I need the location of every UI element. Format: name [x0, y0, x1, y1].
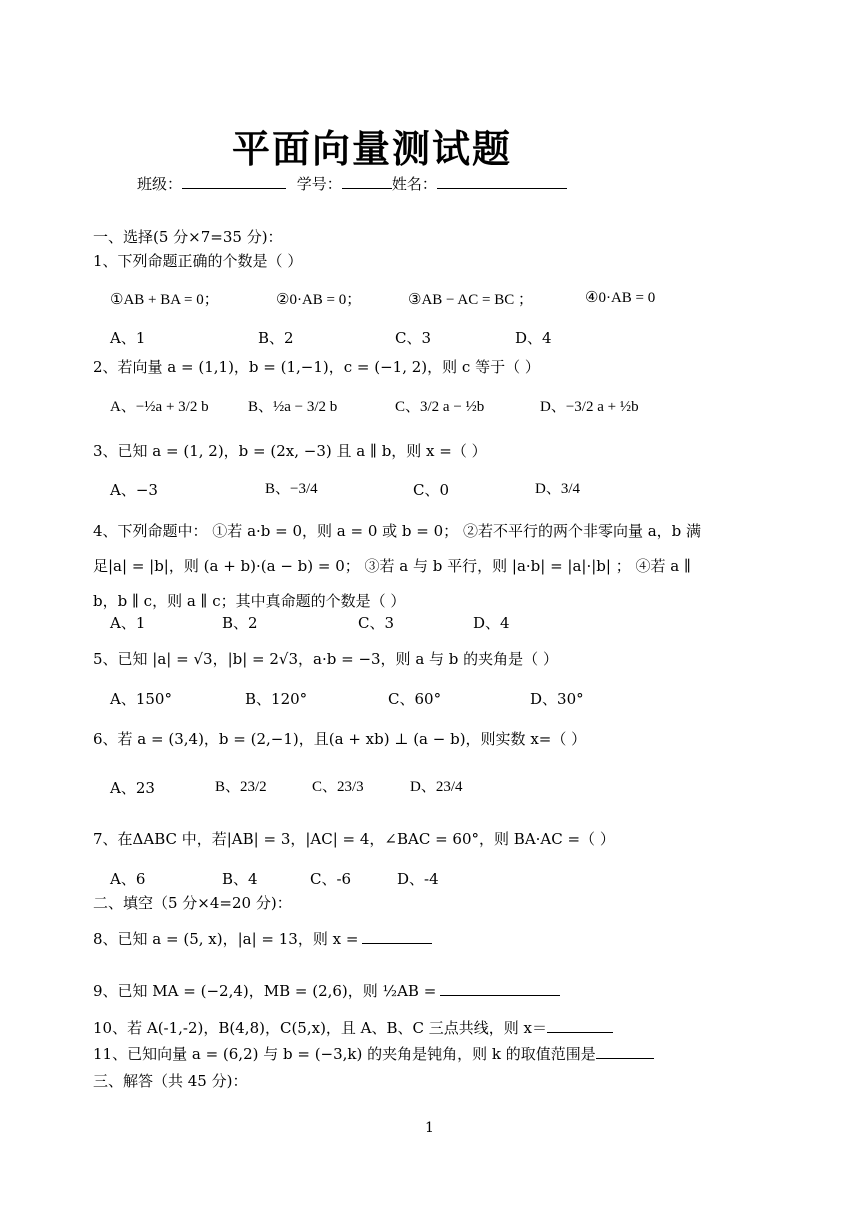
- q3-stem: 3、已知 a = (1, 2)，b = (2x, −3) 且 a ∥ b，则 x =（ ）: [93, 442, 487, 460]
- q6-option-d[interactable]: D、23/4: [410, 779, 463, 795]
- q7-option-d[interactable]: D、-4: [397, 870, 439, 888]
- q5-option-c[interactable]: C、60°: [388, 690, 442, 708]
- page-title: 平面向量测试题: [232, 127, 513, 171]
- q6-stem: 6、若 a = (3,4)，b = (2,−1)，且(a + xb) ⊥ (a − b)，则实数 x=（ ）: [93, 730, 587, 748]
- q4-option-b[interactable]: B、2: [222, 614, 258, 632]
- q2-option-a[interactable]: A、−½a + 3/2 b: [110, 399, 209, 415]
- q5-option-b[interactable]: B、120°: [245, 690, 308, 708]
- q1-option-c[interactable]: C、3: [395, 329, 432, 347]
- q4-option-d[interactable]: D、4: [473, 614, 510, 632]
- q4-option-c[interactable]: C、3: [358, 614, 395, 632]
- q5-option-d[interactable]: D、30°: [530, 690, 584, 708]
- q4-line-1: 4、下列命题中： ①若 a·b = 0，则 a = 0 或 b = 0； ②若不平行的两个非零向量 a，b 满: [93, 522, 702, 540]
- q2-stem: 2、若向量 a = (1,1)，b = (1,−1)，c = (−1, 2)，则 c 等于（ ）: [93, 358, 540, 376]
- student-info: [137, 173, 567, 194]
- q1-option-a[interactable]: A、1: [110, 329, 146, 347]
- class-label: 班级：: [137, 175, 183, 193]
- name-label: 姓名：: [391, 175, 437, 193]
- name-blank[interactable]: [437, 173, 567, 189]
- q6-option-c[interactable]: C、23/3: [312, 779, 364, 795]
- q4-line-2: 足|a| = |b|，则 (a + b)·(a − b) = 0； ③若 a 与 b 平行，则 |a·b| = |a|·|b| ； ④若 a ∥: [93, 557, 691, 575]
- q10: [93, 1017, 613, 1038]
- q4-line-3: b，b ∥ c，则 a ∥ c；其中真命题的个数是（ ）: [93, 592, 406, 610]
- q6-option-b[interactable]: B、23/2: [215, 779, 267, 795]
- q5-stem: 5、已知 |a| = √3，|b| = 2√3，a·b = −3，则 a 与 b 的夹角是（ ）: [93, 650, 558, 668]
- q1-option-d[interactable]: D、4: [515, 329, 552, 347]
- q8-answer-blank[interactable]: [362, 928, 432, 944]
- q9-stem: 9、已知 MA = (−2,4)，MB = (2,6)，则 ½AB =: [93, 982, 437, 1000]
- q3-option-b[interactable]: B、−3/4: [265, 481, 318, 497]
- q1-item-4: ④0·AB = 0: [585, 290, 656, 306]
- q3-option-d[interactable]: D、3/4: [535, 481, 581, 497]
- id-label: 学号：: [296, 175, 342, 193]
- q1-item-3: ③AB − AC = BC ；: [408, 292, 533, 308]
- section-choice: 一、选择(5 分×7=35 分)：: [93, 228, 283, 246]
- q2-option-b[interactable]: B、½a − 3/2 b: [248, 399, 338, 415]
- q7-option-a[interactable]: A、6: [110, 870, 146, 888]
- q1-stem: 1、下列命题正确的个数是（ ）: [93, 252, 303, 270]
- q7-option-b[interactable]: B、4: [222, 870, 258, 888]
- q11-answer-blank[interactable]: [596, 1043, 654, 1059]
- q3-option-a[interactable]: A、−3: [110, 481, 158, 499]
- section-fill: 二、填空（5 分×4=20 分)：: [93, 894, 292, 912]
- q9-answer-blank[interactable]: [440, 980, 560, 996]
- q9: [93, 980, 560, 1001]
- class-blank[interactable]: [182, 173, 286, 189]
- q4-option-a[interactable]: A、1: [110, 614, 146, 632]
- q1-item-1: ①AB + BA = 0；: [110, 292, 219, 308]
- q2-option-c[interactable]: C、3/2 a − ½b: [395, 399, 485, 415]
- q1-item-2: ②0·AB = 0；: [276, 292, 362, 308]
- q3-option-c[interactable]: C、0: [413, 481, 450, 499]
- id-blank[interactable]: [342, 173, 392, 189]
- q7-option-c[interactable]: C、-6: [310, 870, 352, 888]
- q10-stem: 10、若 A(-1,-2)，B(4,8)，C(5,x)，且 A、B、C 三点共线，则 x＝: [93, 1019, 548, 1037]
- q1-option-b[interactable]: B、2: [258, 329, 294, 347]
- q10-answer-blank[interactable]: [547, 1017, 613, 1033]
- section-answer: 三、解答（共 45 分)：: [93, 1072, 248, 1090]
- q11-stem: 11、已知向量 a = (6,2) 与 b = (−3,k) 的夹角是钝角，则 k 的取值范围是: [93, 1045, 596, 1063]
- q11: [93, 1043, 654, 1064]
- page-number: 1: [425, 1120, 434, 1136]
- q5-option-a[interactable]: A、150°: [110, 690, 172, 708]
- q8: [93, 928, 432, 949]
- q7-stem: 7、在ΔABC 中，若|AB| = 3，|AC| = 4，∠BAC = 60°，则 BA·AC =（ ）: [93, 830, 615, 848]
- q8-stem: 8、已知 a = (5, x)，|a| = 13，则 x =: [93, 930, 359, 948]
- q6-option-a[interactable]: A、23: [110, 779, 155, 797]
- q2-option-d[interactable]: D、−3/2 a + ½b: [540, 399, 639, 415]
